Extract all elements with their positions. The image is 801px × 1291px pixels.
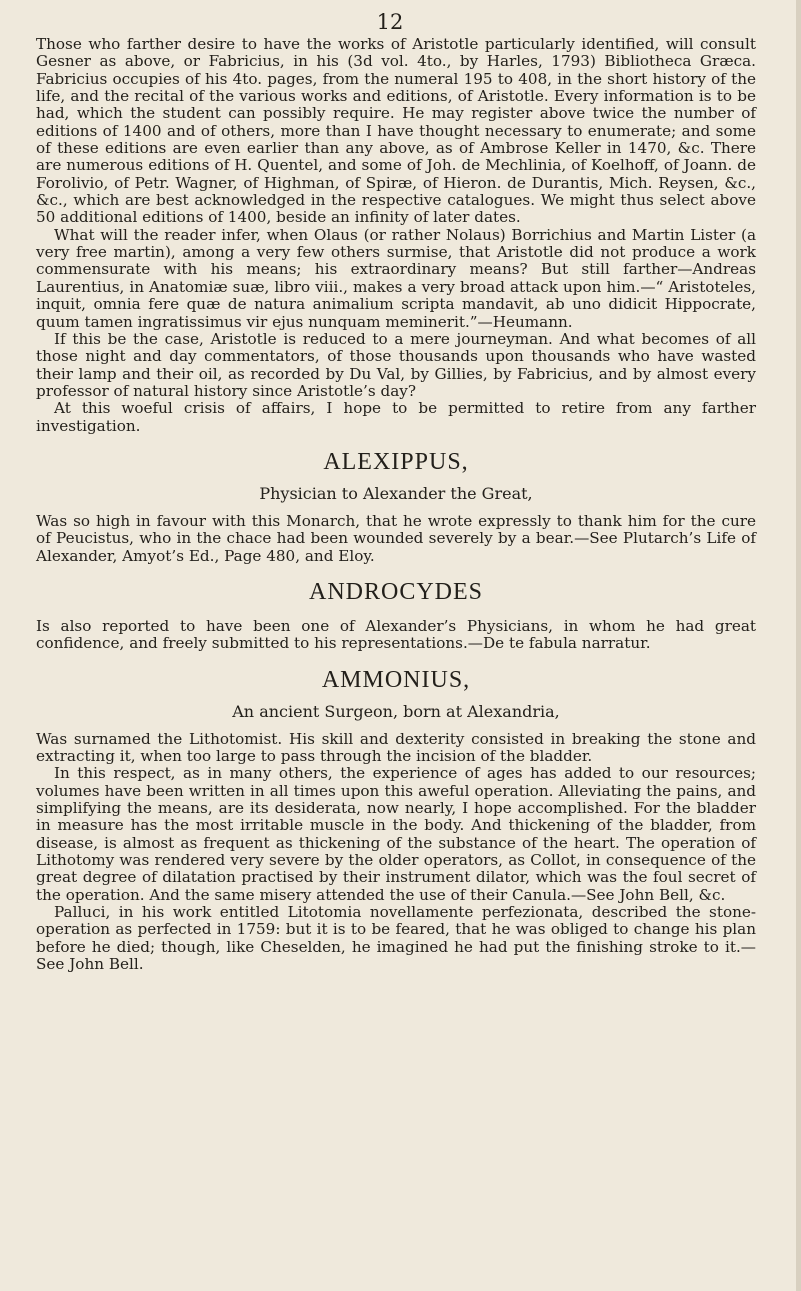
- paragraph-ammonius-palluci: Palluci, in his work entitled Litotomia novellamente perfezionata, described the stone-operation as perfected in 1759: but it is to be feared, that he was obliged to change his plan before he died; though, like Cheselden, he imagined he had put the finishing stroke to it.—See John Bell.: [36, 903, 756, 974]
- heading-alexippus: ALEXIPPUS,: [323, 448, 469, 475]
- paragraph-ammonius-experience: In this respect, as in many others, the experience of ages has added to our resources; volumes have been written in all times upon this aweful operation. Alleviating the pains, and simplifying the means, are its desiderata, now nearly, I hope accomplished. For the bladder in measure has the most irritable muscle in the body. And thickening of the bladder, from disease, is almost as frequent as thickening of the substance of the heart. The operation of Lithotomy was rendered very severe by the older operators, as Collot, in consequence of the great degree of dilatation practised by their instrument dilator, which was the foul secret of the operation. And the same misery attended the use of their Canula.—See John Bell, &c.: [36, 764, 756, 904]
- paragraph-androcydes: Is also reported to have been one of Alexander’s Physicians, in whom he had great confidence, and freely submitted to his representations.—De te fabula narratur.: [36, 616, 756, 653]
- subheading-ammonius: An ancient Surgeon, born at Alexandria,: [232, 701, 560, 721]
- paragraph-aristotle-crisis: At this woeful crisis of affairs, I hope to be permitted to retire from any farther investigation.: [36, 399, 756, 435]
- paragraph-aristotle-editions: Those who farther desire to have the works of Aristotle particularly identified, will consult Gesner as above, or Fabricius, in his (3d vol. 4to., by Harles, 1793) Bibliotheca Græca. Fabricius occupies of his 4to. pages, from the numeral 195 to 408, in the short history of the life, and the recital of the various works and editions, of Aristotle. Every information is to be had, which the student can possibly require. He may register above twice the number of editions of 1400 and of others, more than I have thought necessary to enumerate; and some of these editions are even earlier than any above, as of Ambrose Keller in 1470, &c. There are numerous editions of H. Quentel, and some of Joh. de Mechlinia, of Koelhoff, of Joann. de Forolivio, of Petr. Wagner, of Highman, of Spiræ, of Hieron. de Durantis, Mich. Reysen, &c., &c., which are best acknowledged in the respective catalogues. We might thus select above 50 additional editions of 1400, beside an infinity of later dates.: [36, 35, 756, 227]
- paragraph-alexippus: Was so high in favour with this Monarch, that he wrote expressly to thank him for the cure of Peucistus, who in the chace had been wounded severely by a bear.—See Plutarch’s Life of Alexander, Amyot’s Ed., Page 480, and Eloy.: [36, 511, 756, 565]
- page-number: 12: [376, 10, 404, 34]
- heading-ammonius: AMMONIUS,: [321, 666, 471, 693]
- heading-androcydes: ANDROCYDES: [308, 578, 483, 605]
- subheading-alexippus: Physician to Alexander the Great,: [259, 483, 533, 503]
- paragraph-ammonius-lithotomist: Was surnamed the Lithotomist. His skill and dexterity consisted in breaking the stone and extracting it, when too large to pass through the incision of the bladder.: [36, 729, 756, 765]
- paragraph-aristotle-journeyman: If this be the case, Aristotle is reduced to a mere journeyman. And what becomes of all those night and day commentators, of those thousands upon thousands who have wasted their lamp and their oil, as recorded by Du Val, by Gillies, by Fabricius, and by almost every professor of natural history since Aristotle’s day?: [36, 329, 756, 400]
- adjacent-page-edge: [796, 0, 801, 1291]
- paragraph-aristotle-reader: What will the reader infer, when Olaus (or rather Nolaus) Borrichius and Martin Lister (a very free martin), among a very few others surmise, that Aristotle did not produce a work commensurate with his means; his extraordinary means? But still farther—Andreas Laurentius, in Anatomiæ suæ, libro viii., makes a very broad attack upon him.—“ Aristoteles, inquit, omnia fere quæ de natura animalium scripta mandavit, ab uno didicit Hippocrate, quum tamen ingratissimus vir ejus nunquam meminerit.”—Heumann.: [36, 225, 756, 331]
- page-text: [36, 36, 756, 973]
